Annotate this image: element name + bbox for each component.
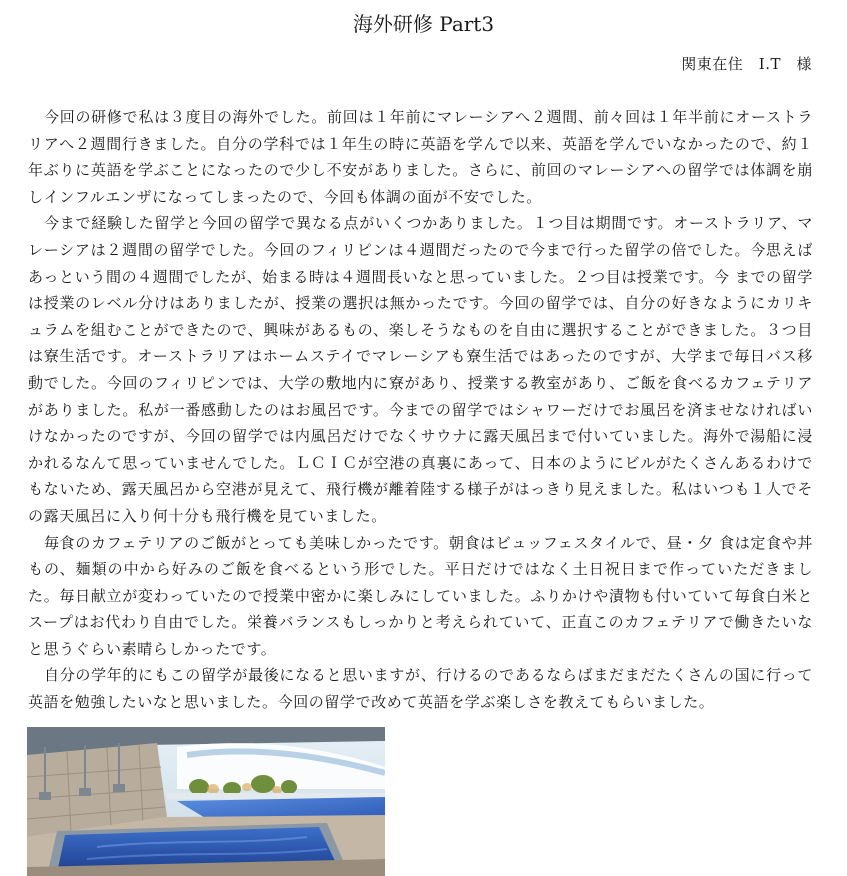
article-body [28,104,813,716]
author-line: 関東在住 I.T 様 [681,55,812,73]
page-title: 海外研修 Part3 [352,12,495,36]
paragraph-1: 今回の研修で私は３度目の海外でした。前回は１年前にマレーシアへ２週間、前々回は１年半前にオーストラリアへ２週間行きました。自分の学科では１年生の時に英語を学んで以来、英語を学んでいなかったので、約１年ぶりに英語を学ぶことになったので少し不安がありました。さらに、前回のマレーシアへの留学では体調を崩しインフルエンザになってしまったので、今回も体調の面が不安でした。 [28,108,813,206]
paragraph-4: 自分の学年的にもこの留学が最後になると思いますが、行けるのであるならばまだまだたくさんの国に行って英語を勉強したいなと思いました。今回の留学で改めて英語を学ぶ楽しさを教えてもらいました。 [28,666,813,712]
paragraph-3: 毎食のカフェテリアのご飯がとっても美味しかったです。朝食はビュッフェスタイルで、昼・夕 食は定食や丼もの、麺類の中から好みのご飯を食べるという形でした。平日だけではなく土日祝日まで作っていただきました。毎日献立が変わっていたので授業中密かに楽しみにしていました。ふりかけや漬物も付いていて毎食白米とスープはお代わり自由でした。栄養バランスもしっかりと考えられていて、正直このカフェテリアで働きたいなと思うぐらい素晴らしかったです。 [28,533,813,658]
paragraph-2: 今まで経験した留学と今回の留学で異なる点がいくつかありました。１つ目は期間です。オーストラリア、マレーシアは２週間の留学でした。今回のフィリピンは４週間だったので今まで行った留学の倍でした。今思えばあっという間の４週間でしたが、始まる時は４週間長いなと思っていました。２つ目は授業です。今 までの留学は授業のレベル分けはありましたが、授業の選択は無かったです。今回の留学では、自分の好きなようにカリキュラムを組むことができたので、興味があるもの、楽しそうなものを自由に選択することができました。３つ目は寮生活です。オーストラリアはホームステイでマレーシアも寮生活ではあったのですが、大学まで毎日バス移動でした。今回のフィリピンでは、大学の敷地内に寮があり、授業する教室があり、ご飯を食べるカフェテリアがありました。私が一番感動したのはお風呂です。今までの留学ではシャワーだけでお風呂を済ませなければいけなかったのですが、今回の留学では内風呂だけでなくサウナに露天風呂まで付いていました。海外で湯船に浸かれるなんて思っていませんでした。ＬＣＩＣが空港の真裏にあって、日本のようにビルがたくさんあるわけでもないため、露天風呂から空港が見えて、飛行機が離着陸する様子がはっきり見えました。私はいつも１人でその露天風呂に入り何十分も飛行機を見ていました。 [28,214,813,525]
outdoor-bath-photo [27,727,385,876]
pool-illustration [27,727,385,876]
